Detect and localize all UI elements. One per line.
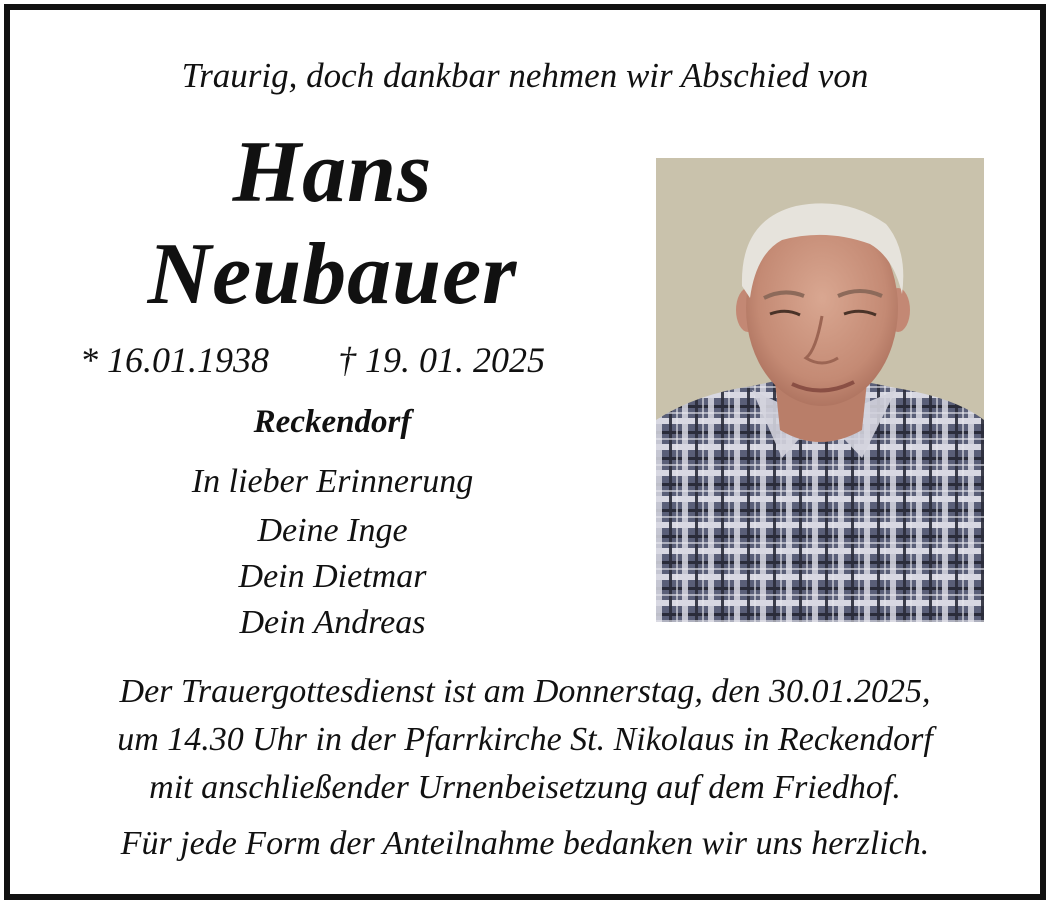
birth-date: * 16.01.1938 xyxy=(80,340,269,380)
mourner-name: Dein Andreas xyxy=(239,604,426,641)
hometown: Reckendorf xyxy=(253,404,412,440)
obituary-notice xyxy=(4,4,1046,900)
service-line: mit anschließender Urnenbeisetzung auf dem Friedhof. xyxy=(149,769,901,806)
portrait-photo xyxy=(656,158,984,622)
closing-thanks: Für jede Form der Anteilnahme bedanken wir uns herzlich. xyxy=(120,825,930,862)
death-date: † 19. 01. 2025 xyxy=(338,340,545,380)
service-line: um 14.30 Uhr in der Pfarrkirche St. Nikolaus in Reckendorf xyxy=(117,721,933,758)
intro-text: Traurig, doch dankbar nehmen wir Abschied von xyxy=(181,56,869,95)
deceased-last-name: Neubauer xyxy=(147,226,518,323)
mourner-name: Deine Inge xyxy=(257,512,408,549)
service-information xyxy=(10,668,1040,812)
remembrance-heading: In lieber Erinnerung xyxy=(191,463,474,500)
deceased-first-name: Hans xyxy=(232,124,433,221)
mourner-name: Dein Dietmar xyxy=(238,558,427,595)
service-line: Der Trauergottesdienst ist am Donnerstag, den 30.01.2025, xyxy=(119,673,931,710)
